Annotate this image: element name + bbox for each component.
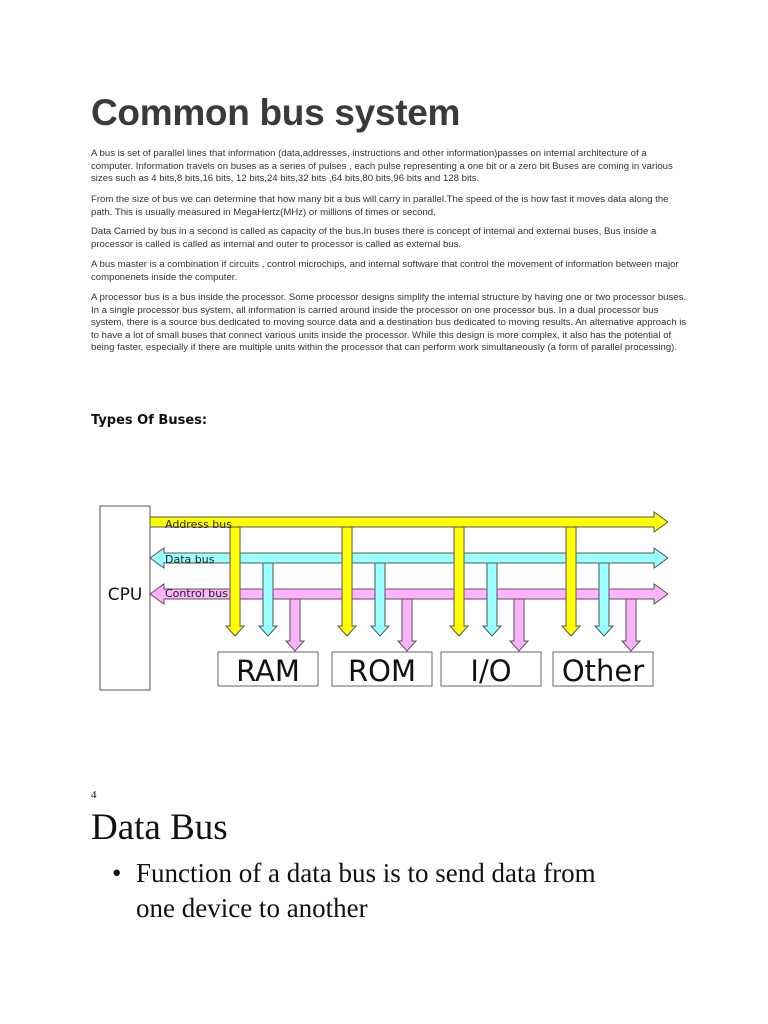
paragraph-bus-size: From the size of bus we can determine that how many bit a bus will carry in parallel.The speed of the is how fast it moves data along the path. This is usually measured in MegaHertz(MHz) or millions of times or second. [91,194,669,218]
paragraph-bus-definition: A bus is set of parallel lines that information (data,addresses, instructions and other information)passes on internal architecture of a computer. Information travels on buses as a series of pulses , each pulse representing a one bit or a zero bit Buses are coming in various sizes such as 4 bits,8 bits,16 bits, 12 bits,24 bits,32 bits ,64 bits,80 bits,96 bits and 128 bits. [91,148,673,185]
paragraph-processor-bus: A processor bus is a bus inside the processor. Some processor designs simplify the internal structure by having one or two processor buses. In a single processor bus system, all information is carried around inside the processor on one processor bus. In a dual processor bus system, there is a source bus dedicated to moving source data and a destination bus dedicated to moving results. An alternative approach is to have a lot of small buses that connect various units inside the processor. While this design is more complex, it also has the potential of being faster, especially if there are multiple units within the processor that can perform work simultaneously (a form of parallel processing). [91,292,687,354]
paragraph-bus-capacity: Data Carried by bus in a second is called as capacity of the bus.In buses there is concept of internal and external buses, Bus inside a processor is called is called as internal and outer to processor is called as external bus. [91,226,657,250]
bullet-item [112,856,632,926]
io-label: I/O [470,654,512,688]
rom-label: ROM [348,654,416,688]
other-label: Other [561,654,645,688]
ram-control-drop [286,599,304,651]
page-title: Common bus system [91,92,461,133]
bullet-text: Function of a data bus is to send data from one device to another [136,858,596,923]
data-bus-title: Data Bus [91,807,228,848]
other-address-drop [562,527,580,636]
address-bus-label: Address bus [165,518,232,531]
data-bus-arrow [150,548,668,568]
rom-address-drop [338,527,356,636]
types-of-buses-heading: Types Of Buses: [91,413,208,428]
data-bus-label: Data bus [165,553,215,566]
ram-address-drop [226,527,244,636]
io-address-drop [450,527,468,636]
ram-label: RAM [236,654,300,688]
bullet-marker: • [112,858,122,888]
control-bus-label: Control bus [165,587,228,600]
page-number: 4 [91,789,97,801]
cpu-label: CPU [107,585,143,605]
rom-control-drop [398,599,416,651]
bus-diagram [96,500,668,695]
io-control-drop [510,599,528,651]
other-control-drop [622,599,640,651]
paragraph-bus-master: A bus master is a combination if circuits , control microchips, and internal software that control the movement of information between major componenets inside the computer. [91,259,679,283]
